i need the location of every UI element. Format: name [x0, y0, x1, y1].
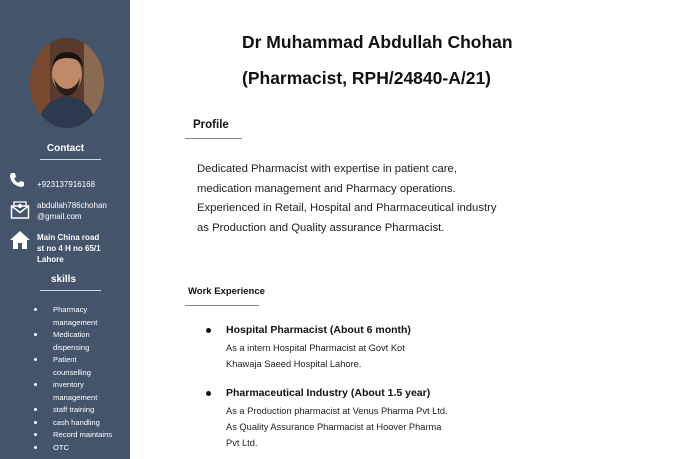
skill-item [0, 404, 130, 417]
skill-line: dispensing [53, 342, 90, 352]
experience-heading: Work Experience [188, 286, 265, 297]
profile-photo [30, 38, 104, 128]
profile-line: Experienced in Retail, Hospital and Pharmaceutical industry [197, 202, 497, 214]
skill-line: Patient [53, 355, 77, 364]
skill-item [0, 354, 130, 379]
skill-line: Pharmacy [53, 305, 88, 314]
phone-icon [9, 172, 25, 193]
address-line-1: Main China road [37, 233, 100, 242]
profile-summary [197, 160, 537, 238]
skills-heading: skills [50, 274, 77, 285]
skill-item [0, 304, 130, 329]
job-description [226, 340, 486, 372]
job-line: Pvt Ltd. [226, 438, 258, 448]
profile-line: Dedicated Pharmacist with expertise in patient care, [197, 163, 457, 175]
skill-line: management [53, 392, 98, 402]
skill-item [0, 329, 130, 354]
job-line: As a Production pharmacist at Venus Pharma Pvt Ltd. [226, 406, 448, 416]
candidate-title: (Pharmacist, RPH/24840-A/21) [242, 68, 491, 88]
bullet-icon [206, 328, 211, 333]
bullet-icon [206, 391, 211, 396]
skill-line: Medication [53, 330, 90, 339]
contact-divider [40, 159, 101, 160]
job-line: Khawaja Saeed Hospital Lahore. [226, 359, 362, 369]
job-description [226, 403, 486, 451]
email-line-1: abdullah786chohan [37, 201, 107, 210]
phone-number: +923137916168 [37, 180, 96, 189]
candidate-name: Dr Muhammad Abdullah Chohan [242, 32, 513, 52]
address [37, 232, 101, 265]
skills-divider [40, 290, 101, 291]
skill-item [0, 417, 130, 430]
address-line-3: Lahore [37, 255, 64, 264]
profile-line: as Production and Quality assurance Pharmacist. [197, 221, 445, 234]
skill-line: Record maintains [53, 430, 113, 439]
skill-item [0, 429, 130, 442]
skill-item [0, 379, 130, 404]
avatar [30, 38, 104, 128]
skill-line: counselling [53, 367, 91, 377]
sidebar [0, 0, 130, 459]
profile-divider [185, 138, 242, 139]
skills-list [0, 304, 130, 454]
skill-line: cash handling [53, 417, 100, 427]
profile-heading: Profile [193, 119, 229, 131]
email-icon [10, 200, 30, 225]
skill-line: staff training [53, 405, 95, 414]
skill-item [0, 442, 130, 455]
job-title: Hospital Pharmacist (About 6 month) [226, 324, 411, 336]
skill-line: management [53, 317, 98, 327]
skill-line: inventory [53, 380, 84, 389]
email-line-2: @gmail.com [37, 212, 82, 221]
job-line: As Quality Assurance Pharmacist at Hoover Pharma [226, 422, 442, 432]
experience-divider [185, 305, 259, 306]
profile-line: medication management and Pharmacy operations. [197, 182, 456, 195]
email-address [37, 200, 107, 222]
job-title: Pharmaceutical Industry (About 1.5 year) [226, 387, 431, 399]
contact-heading: Contact [46, 143, 85, 154]
job-line: As a intern Hospital Pharmacist at Govt Kot [226, 343, 405, 353]
skill-line: OTC [53, 442, 70, 452]
home-icon [9, 230, 31, 255]
address-line-2: st no 4 H no 65/1 [37, 244, 101, 253]
